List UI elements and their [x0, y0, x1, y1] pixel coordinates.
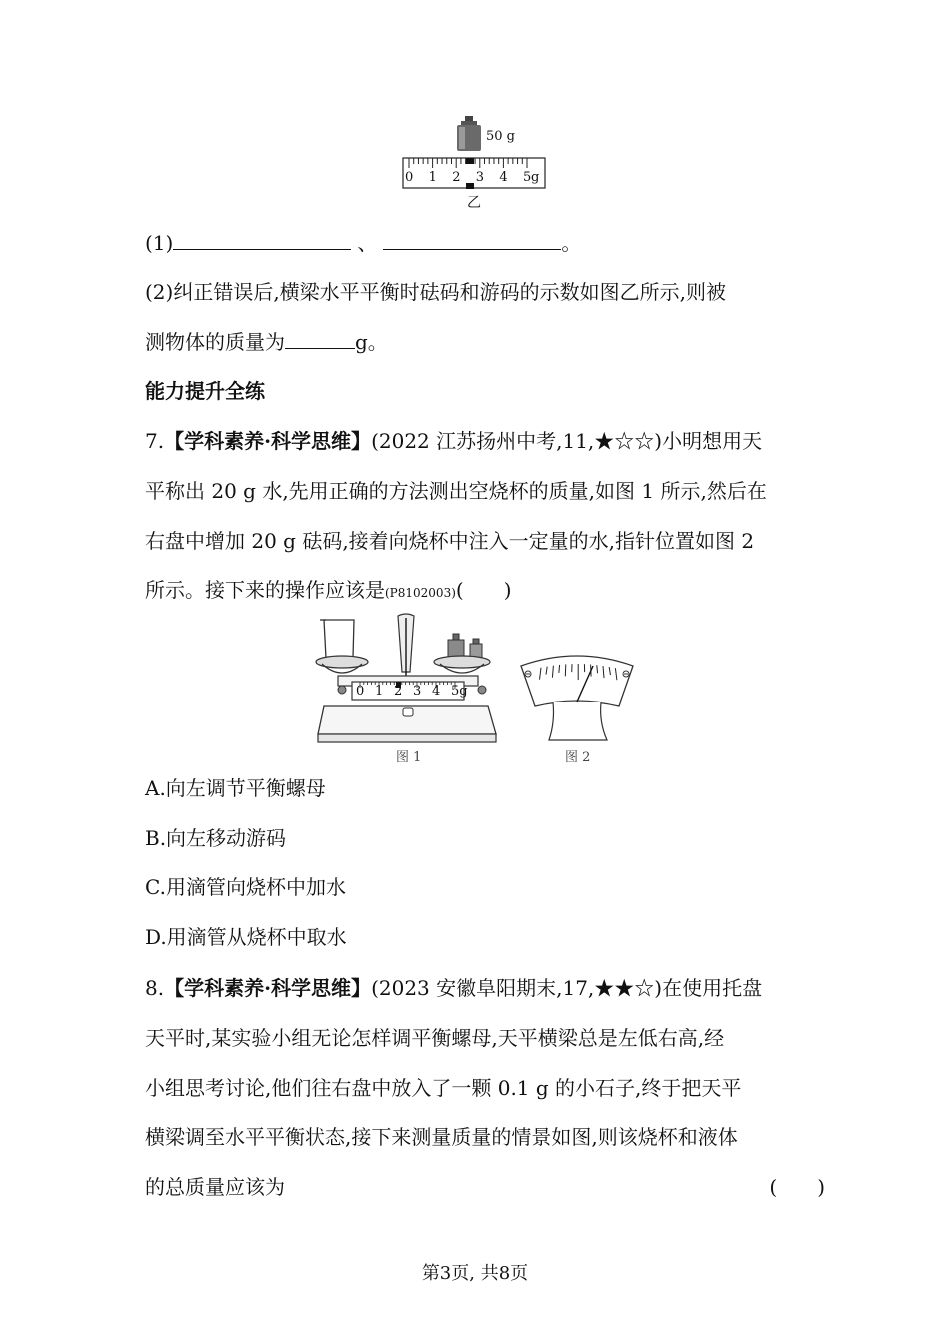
figure-1-caption: 图 1 — [396, 750, 422, 765]
section-title: 能力提升全练 — [145, 379, 265, 403]
ruler-tick-label: 0 — [356, 684, 365, 699]
figure-yi-caption: 乙 — [467, 195, 481, 211]
q8-source: (2023 安徽阜阳期末,17,★★☆)在使用托盘 — [371, 976, 763, 1000]
q8-line4: 横梁调至水平平衡状态,接下来测量质量的情景如图,则该烧杯和液体 — [145, 1125, 738, 1149]
mass-answer-blank[interactable] — [285, 328, 355, 349]
balance-nut-left — [338, 686, 346, 694]
figure-2 — [515, 652, 640, 764]
answer-blank-1[interactable] — [173, 229, 351, 250]
ruler-tick-label: 2 — [394, 684, 403, 699]
scale-tick — [565, 664, 566, 676]
q8-line2: 天平时,某实验小组无论怎样调平衡螺母,天平横梁总是左低右高,经 — [145, 1026, 725, 1050]
q6-part2-line2 — [145, 328, 825, 356]
scale-tick-label: 5 — [523, 170, 532, 185]
scale-unit: g — [531, 170, 540, 185]
q6-part1-prefix: (1) — [145, 231, 174, 255]
weight-label: 50 g — [486, 129, 515, 144]
q7-number: 7. — [145, 429, 165, 453]
weight-knob — [465, 116, 473, 121]
beaker — [324, 620, 354, 658]
q6-part1-separator: 、 — [357, 231, 378, 255]
ruler-tick-label: 5g — [451, 684, 468, 699]
figure-yi — [395, 112, 555, 212]
option-d[interactable]: D.用滴管从烧杯中取水 — [145, 925, 347, 949]
q7-answer-paren[interactable]: ( ) — [455, 578, 512, 602]
ruler-tick-label: 4 — [432, 684, 441, 699]
rider-top — [466, 158, 474, 164]
q8-line5 — [145, 1173, 825, 1201]
figure-2-caption: 图 2 — [565, 750, 591, 765]
q7-tag: 【学科素养·科学思维】 — [164, 429, 372, 453]
q8-answer-paren[interactable]: ( ) — [769, 1175, 825, 1199]
q6-part1 — [145, 229, 825, 257]
weight-highlight — [459, 127, 465, 149]
option-a[interactable]: A.向左调节平衡螺母 — [145, 776, 326, 800]
q8-number: 8. — [145, 976, 165, 1000]
q8-line1 — [145, 974, 825, 1002]
pointer-scale-drawing — [515, 652, 640, 742]
q7-line3: 右盘中增加 20 g 砝码,接着向烧杯中注入一定量的水,指针位置如图 2 — [145, 529, 755, 553]
scale-card — [521, 656, 633, 706]
q7-source: (2022 江苏扬州中考,11,★☆☆)小明想用天 — [371, 429, 763, 453]
ruler-tick-label: 1 — [375, 684, 384, 699]
scale-tick-label: 2 — [452, 170, 461, 185]
pillar-base — [549, 702, 607, 740]
weight-neck — [461, 121, 477, 125]
option-c[interactable]: C.用滴管向烧杯中加水 — [145, 875, 346, 899]
balance-nut-right — [478, 686, 486, 694]
page-number: 第3页, 共8页 — [421, 1263, 529, 1284]
q8-line3: 小组思考讨论,他们往右盘中放入了一颗 0.1 g 的小石子,终于把天平 — [145, 1076, 742, 1100]
q7-line2: 平称出 20 g 水,先用正确的方法测出空烧杯的质量,如图 1 所示,然后在 — [145, 479, 767, 503]
q6-part1-end: 。 — [561, 231, 582, 255]
q8-prompt: 的总质量应该为 — [145, 1175, 285, 1199]
q6-part2-text: 测物体的质量为 — [145, 330, 285, 354]
scale-tick-label: 4 — [499, 170, 508, 185]
q7-line1 — [145, 427, 825, 455]
scale-tick-label: 1 — [428, 170, 437, 185]
base-knob — [403, 708, 413, 716]
q8-tag: 【学科素养·科学思维】 — [164, 976, 372, 1000]
option-b[interactable]: B.向左移动游码 — [145, 826, 287, 850]
q7-line4 — [145, 576, 825, 607]
answer-blank-2[interactable] — [383, 229, 561, 250]
q6-part2-unit: g。 — [355, 330, 388, 354]
q7-code: (P8102003) — [385, 586, 456, 600]
scale-tick-label: 3 — [475, 170, 485, 185]
rider-bottom — [466, 183, 474, 189]
balance-drawing — [310, 612, 500, 764]
q6-part2-line1: (2)纠正错误后,横梁水平平衡时砝码和游码的示数如图乙所示,则被 — [145, 280, 727, 304]
figure-1 — [310, 612, 500, 764]
weight-large — [448, 640, 464, 658]
q7-prompt: 所示。接下来的操作应该是 — [145, 578, 385, 602]
scale-tick-label: 0 — [405, 170, 414, 185]
ruler-tick-label: 3 — [413, 684, 422, 699]
